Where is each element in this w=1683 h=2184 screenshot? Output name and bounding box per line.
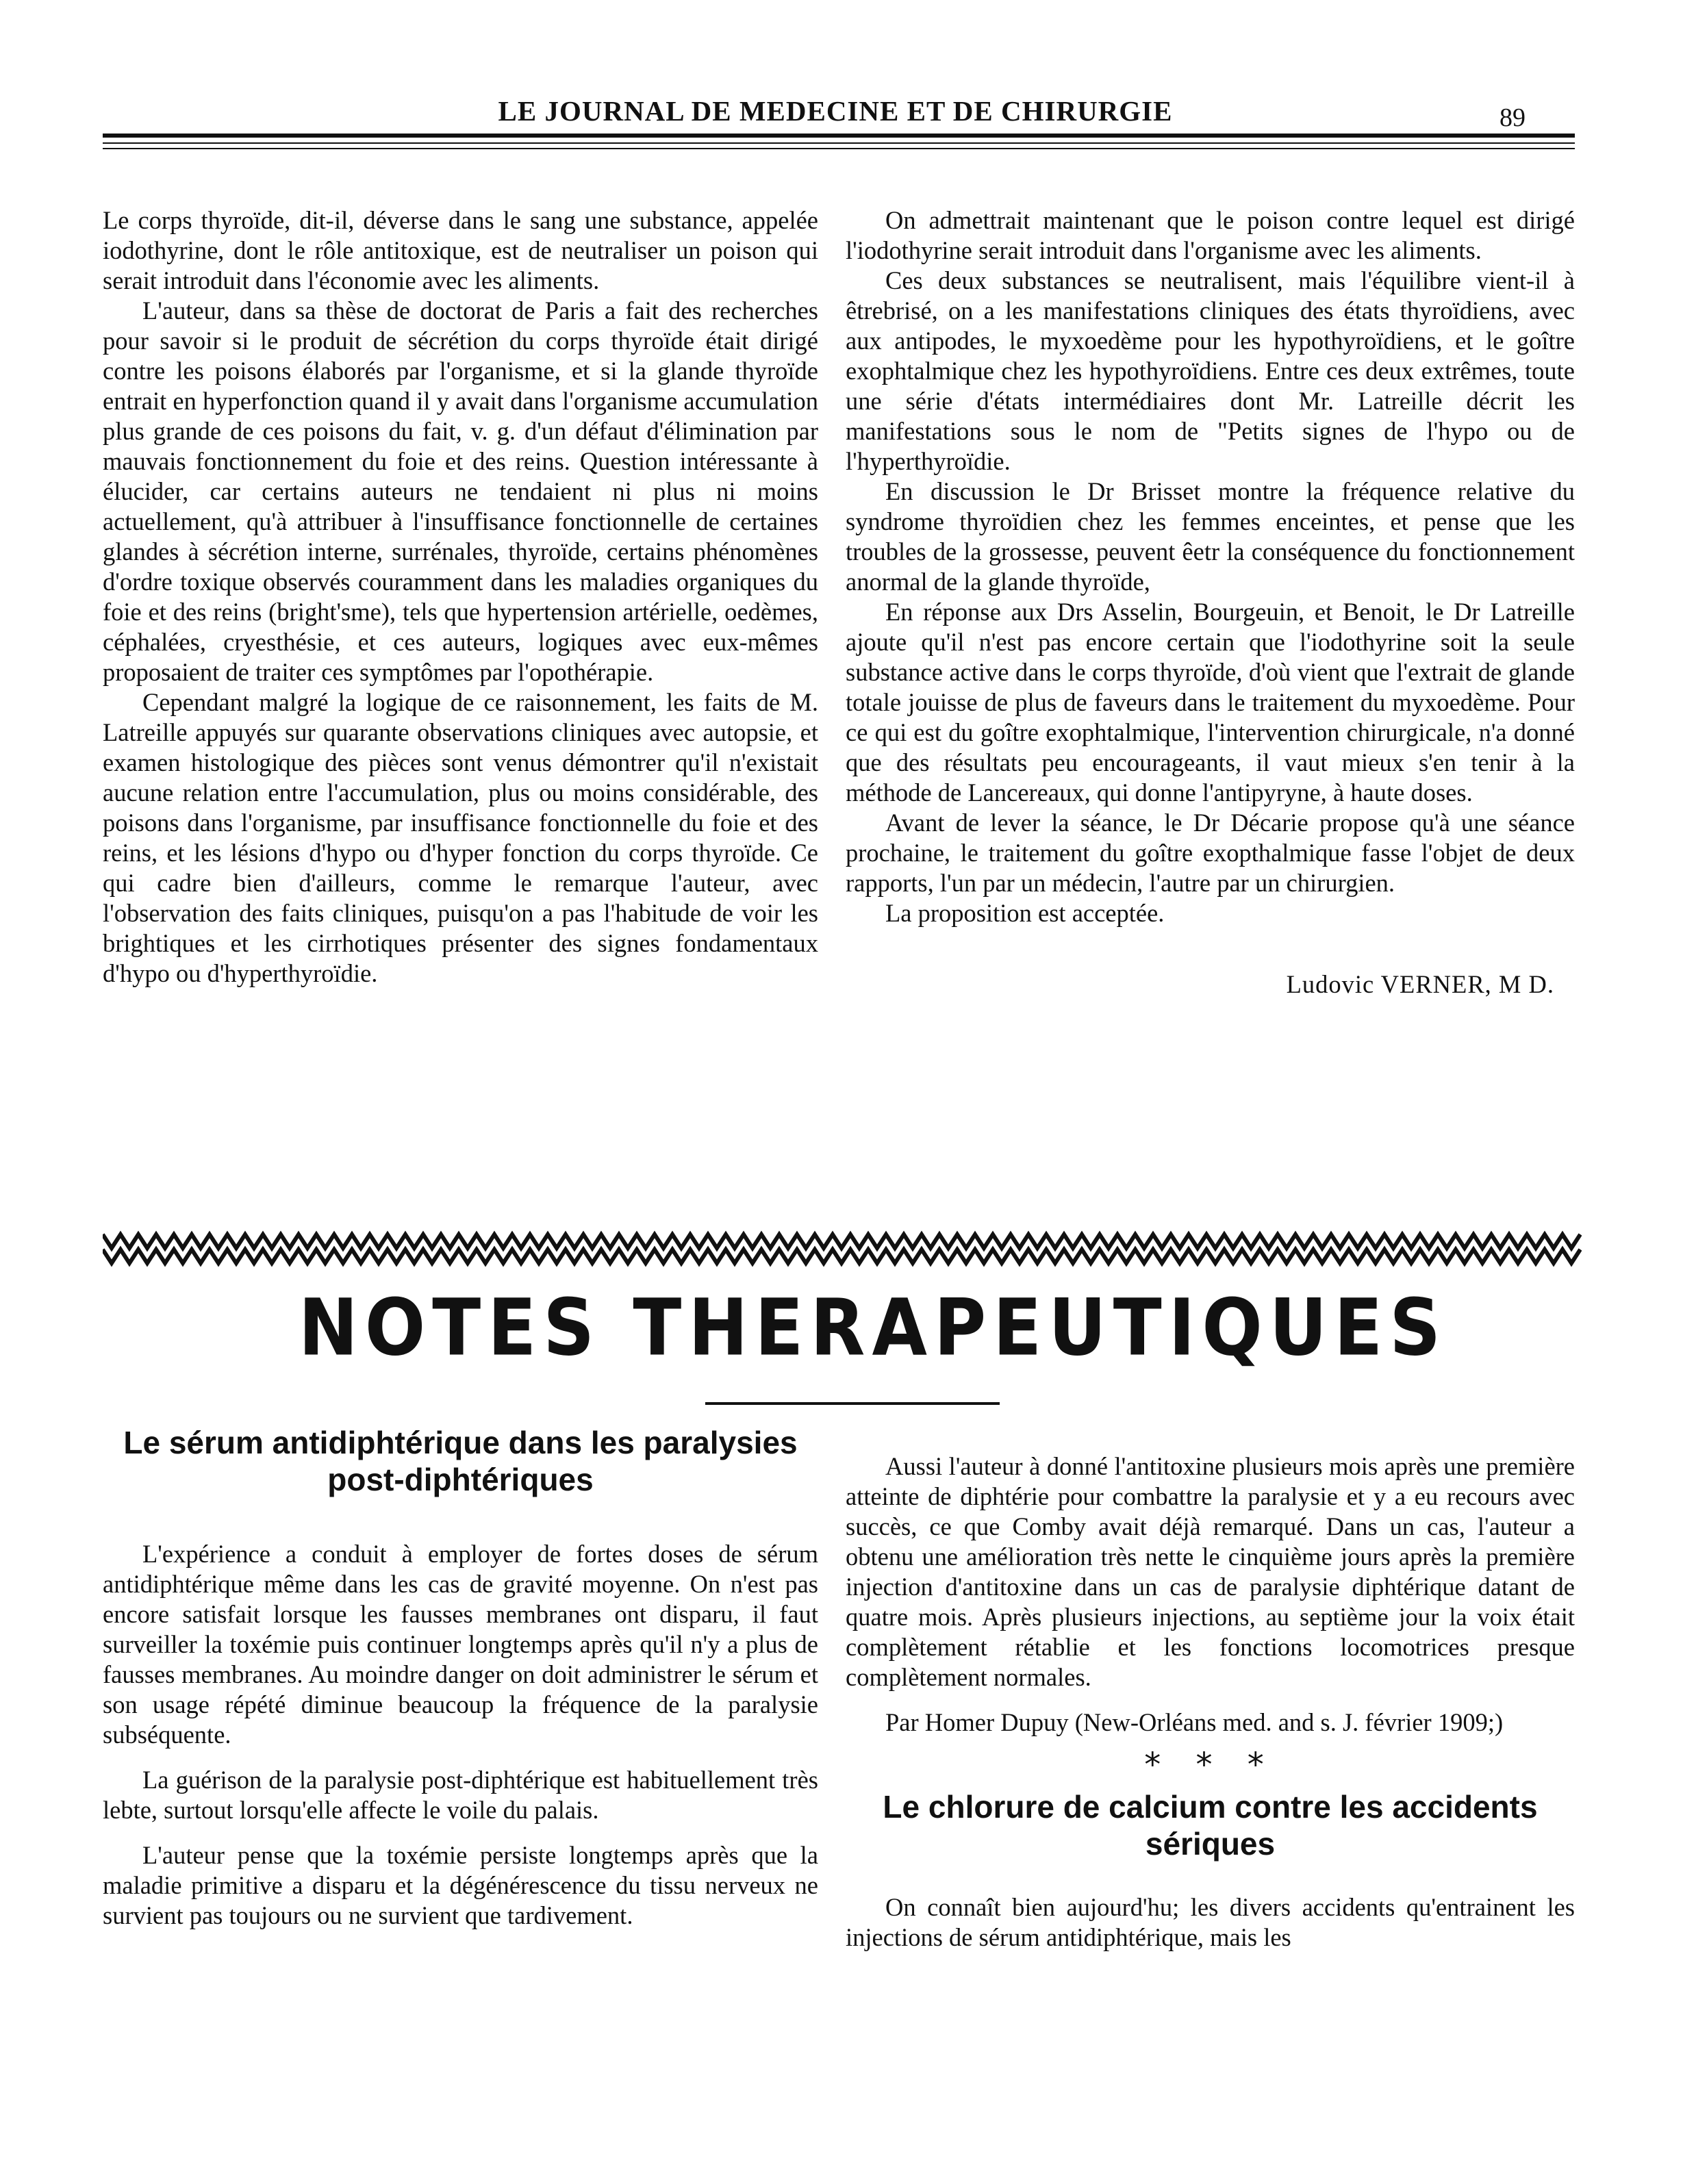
section-title-underline: [705, 1402, 1000, 1405]
separator-stars: * * *: [1144, 1746, 1276, 1784]
report-right-paragraph: La proposition est acceptée.: [885, 899, 1165, 927]
article1-paragraph: L'expérience a conduit à employer de fortes doses de sérum antidiphtérique même dans les cas de gravité moyenne. On n'est pas encore satisfait lorsque les fausses membranes ont disparu, il faut surveiller la toxémie puis continuer longtemps après qu'il n'y a plus de fausses membranes. Au moindre danger on doit administrer le sérum et son usage répété diminue beaucoup la fréquence de la paralysie subséquente.: [103, 1540, 818, 1749]
article1-paragraph: La guérison de la paralysie post-diphtérique est habituellement très lebte, surtout lorsqu'elle affecte le voile du palais.: [103, 1766, 818, 1824]
journal-title: LE JOURNAL DE MEDECINE ET DE CHIRURGIE: [498, 95, 1173, 127]
article2-title: Le chlorure de calcium contre les accidents sériques: [883, 1789, 1538, 1862]
report-left-column: [103, 205, 818, 989]
article1-right-column: [846, 1451, 1575, 1953]
article1-citation: Par Homer Dupuy (New-Orléans med. and s. J. février 1909;): [885, 1708, 1504, 1736]
header-rule-thin: [103, 142, 1575, 144]
article2-paragraph: On connaît bien aujourd'hu; les divers accidents qu'entrainent les injections de sérum antidiphtérique, mais les: [846, 1893, 1575, 1951]
header-rule-thick: [103, 134, 1575, 138]
article1-title: Le sérum antidiphtérique dans les paralysies post-diphtériques: [123, 1425, 798, 1497]
zigzag-divider: [103, 1229, 1582, 1270]
section-title: NOTES THERAPEUTIQUES: [298, 1281, 1448, 1374]
article1-paragraph: L'auteur pense que la toxémie persiste longtemps après que la maladie primitive a disparu et la dégénérescence du tissu nerveux ne survient pas toujours ou ne survient que tardivement.: [103, 1841, 818, 1929]
page-number: 89: [1499, 103, 1526, 132]
report-left-paragraph: L'auteur, dans sa thèse de doctorat de Paris a fait des recherches pour savoir si le produit de sécrétion du corps thyroïde était dirigé contre les poisons élaborés par l'organisme, et si la glande thyroïde entrait en hyperfonction quand il y avait dans l'organisme accumulation plus grande de ces poisons du fait, v. g. d'un défaut d'élimination par mauvais fonctionnement du foie et des reins. Question intéressante à élucider, car certains auteurs ne tendaient ni plus ni moins actuellement, qu'à attribuer à l'insuffisance fonctionnelle de certaines glandes à sécrétion interne, surrénales, thyroïde, certains phénomènes d'ordre toxique observés couramment dans les maladies organiques du foie et des reins (bright'sme), tels que hypertension artérielle, oedèmes, céphalées, cryesthésie, et ces auteurs, logiques avec eux-mêmes proposaient de traiter ces symptômes par l'opothérapie.: [103, 296, 818, 686]
report-right-paragraph: Ces deux substances se neutralisent, mais l'équilibre vient-il à êtrebrisé, on a les manifestations cliniques des états thyroïdiens, avec aux antipodes, le myxoedème pour les hypothyroïdiens, et le goître exophtalmique chez les hypothyroïdiens. Entre ces deux extrêmes, toute une série d'états intermédiaires dont Mr. Latreille décrit les manifestations sous le nom de "Petits signes de l'hypo ou de l'hyperthyroïdie.: [846, 266, 1575, 475]
report-left-paragraph: Cependant malgré la logique de ce raisonnement, les faits de M. Latreille appuyés sur quarante observations cliniques avec autopsie, et examen histologique des pièces sont venus démontrer qu'il n'existait aucune relation entre l'accumulation, plus ou moins considérable, des poisons dans l'organisme, par insuffisance fonctionnelle du foie et des reins, et les lésions d'hypo ou d'hyper fonction du corps thyroïde. Ce qui cadre bien d'ailleurs, comme le remarque l'auteur, avec l'observation des faits cliniques, puisqu'on a pas l'habitude de voir les brightiques et les cirrhotiques présenter des signes fondamentaux d'hypo ou d'hyperthyroïdie.: [103, 688, 818, 987]
article1-left-column: [103, 1424, 818, 1931]
report-right-paragraph: En réponse aux Drs Asselin, Bourgeuin, et Benoit, le Dr Latreille ajoute qu'il n'est pas encore certain que l'iodothyrine soit la seule substance active dans le corps thyroïde, d'où vient que l'extrait de glande totale jouisse de plus de faveurs dans le traitement du myxoedème. Pour ce qui est du goître exophtalmique, l'intervention chirurgicale, n'a donné que des résultats peu encourageants, il vaut mieux s'en tenir à la méthode de Lancereaux, qui donne l'antipyryne, à haute doses.: [846, 598, 1575, 807]
report-right-paragraph: Avant de lever la séance, le Dr Décarie propose qu'à une séance prochaine, le traitement du goître exopthalmique fasse l'objet de deux rapports, l'un par un médecin, l'autre par un chirurgien.: [846, 809, 1575, 897]
article1-paragraph: Aussi l'auteur à donné l'antitoxine plusieurs mois après une première atteinte de diphtérie pour combattre la paralysie et y a eu recours avec succès, ce que Comby avait déjà remarqué. Dans un cas, l'auteur a obtenu une amélioration très nette le cinquième jours après la première injection d'antitoxine dans un cas de paralysie diphtérique datant de quatre mois. Après plusieurs injections, au septième jour la voix était complètement rétablie et les fonctions locomotrices presque complètement normales.: [846, 1452, 1575, 1691]
report-left-paragraph: Le corps thyroïde, dit-il, déverse dans le sang une substance, appelée iodothyrine, dont le rôle antitoxique, est de neutraliser un poison qui serait introduit dans l'économie avec les aliments.: [103, 206, 818, 294]
report-right-column: [846, 205, 1575, 1000]
author-signature: Ludovic VERNER, M D.: [1286, 970, 1554, 998]
report-right-paragraph: On admettrait maintenant que le poison contre lequel est dirigé l'iodothyrine serait introduit dans l'organisme avec les aliments.: [846, 206, 1575, 264]
header-rule-thin-2: [103, 148, 1575, 149]
report-right-paragraph: En discussion le Dr Brisset montre la fréquence relative du syndrome thyroïdien chez les femmes enceintes, et pense que les troubles de la grossesse, peuvent êetr la conséquence du fonctionnement anormal de la glande thyroïde,: [846, 477, 1575, 596]
